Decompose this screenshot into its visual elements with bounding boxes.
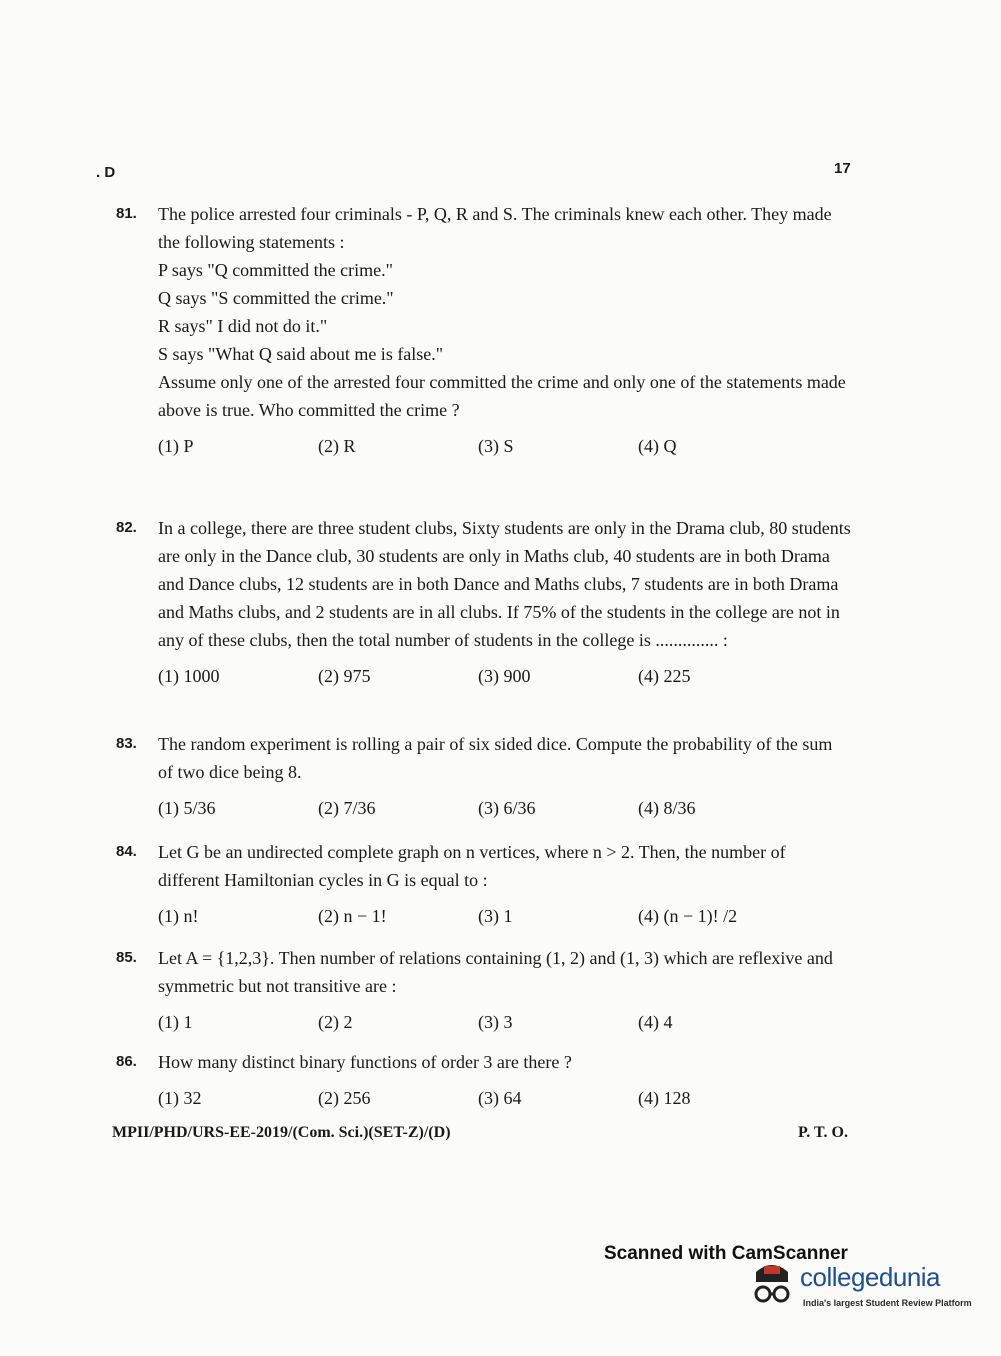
question-tail: Assume only one of the arrested four committed the crime and only one of the statements made above is true. Who committed the crime ? (158, 372, 846, 420)
question-text: In a college, there are three student clubs, Sixty students are only in the Drama club, 80 students are only in the Dance club, 30 students are only in Maths club, 40 students are in both Drama and Dance clubs, 12 students are in both Dance and Maths clubs, 7 students are in both Drama and Maths clubs, and 2 students are in all clubs. If 75% of the students in the college are not in any of these clubs, then the total number of students in the college is .............. : (158, 518, 851, 650)
option-1: (1) 32 (158, 1088, 202, 1108)
option-2: (2) 256 (318, 1088, 371, 1108)
option-3: (3) 6/36 (478, 798, 536, 818)
pto-label: P. T. O. (798, 1124, 848, 1141)
page-number: 17 (834, 160, 851, 177)
option-2: (2) n − 1! (318, 906, 387, 926)
options (158, 902, 851, 930)
question-number: 82. (116, 519, 137, 536)
question-85 (116, 944, 851, 1036)
option-4: (4) 128 (638, 1088, 691, 1108)
question-text: How many distinct binary functions of order 3 are there ? (158, 1052, 572, 1072)
question-number: 86. (116, 1053, 137, 1070)
option-1: (1) 1 (158, 1012, 193, 1032)
statement-p: P says "Q committed the crime." (158, 260, 393, 280)
options (158, 1008, 851, 1036)
option-2: (2) 7/36 (318, 798, 376, 818)
statement-q: Q says "S committed the crime." (158, 288, 394, 308)
option-1: (1) n! (158, 906, 199, 926)
question-82 (116, 514, 851, 690)
question-number: 83. (116, 735, 137, 752)
paper-code: MPII/PHD/URS-EE-2019/(Com. Sci.)(SET-Z)/(D) (112, 1124, 451, 1141)
question-text: Let A = {1,2,3}. Then number of relations containing (1, 2) and (1, 3) which are reflexive and symmetric but not transitive are : (158, 948, 833, 996)
option-2: (2) 975 (318, 666, 371, 686)
option-3: (3) 64 (478, 1088, 522, 1108)
option-4: (4) 225 (638, 666, 691, 686)
options (158, 794, 851, 822)
option-3: (3) 1 (478, 906, 513, 926)
options (158, 662, 851, 690)
collegedunia-logo-icon (746, 1262, 798, 1315)
question-86 (116, 1048, 851, 1112)
question-number: 81. (116, 205, 137, 222)
options (158, 432, 851, 460)
question-number: 84. (116, 843, 137, 860)
collegedunia-brand: collegedunia (800, 1262, 941, 1292)
option-1: (1) P (158, 436, 194, 456)
option-1: (1) 1000 (158, 666, 220, 686)
option-2: (2) R (318, 436, 356, 456)
option-1: (1) 5/36 (158, 798, 216, 818)
collegedunia-tagline: India's largest Student Review Platform (803, 1298, 972, 1308)
option-2: (2) 2 (318, 1012, 353, 1032)
option-3: (3) 900 (478, 666, 531, 686)
question-text: The police arrested four criminals - P, Q, R and S. The criminals knew each other. They made the following statements : (158, 204, 832, 252)
question-83 (116, 730, 851, 822)
set-letter: . D (96, 164, 116, 181)
question-81 (116, 200, 851, 460)
scanner-watermark: Scanned with CamScanner (604, 1243, 848, 1264)
option-3: (3) S (478, 436, 514, 456)
options (158, 1084, 851, 1112)
option-4: (4) 4 (638, 1012, 673, 1032)
statement-s: S says "What Q said about me is false." (158, 344, 444, 364)
option-4: (4) 8/36 (638, 798, 696, 818)
option-4: (4) (n − 1)! /2 (638, 906, 738, 926)
question-text: Let G be an undirected complete graph on n vertices, where n > 2. Then, the number of different Hamiltonian cycles in G is equal to : (158, 842, 786, 890)
option-4: (4) Q (638, 436, 677, 456)
question-text: The random experiment is rolling a pair of six sided dice. Compute the probability of the sum of two dice being 8. (158, 734, 833, 782)
option-3: (3) 3 (478, 1012, 513, 1032)
question-84 (116, 838, 851, 930)
statement-r: R says" I did not do it." (158, 316, 328, 336)
question-number: 85. (116, 949, 137, 966)
